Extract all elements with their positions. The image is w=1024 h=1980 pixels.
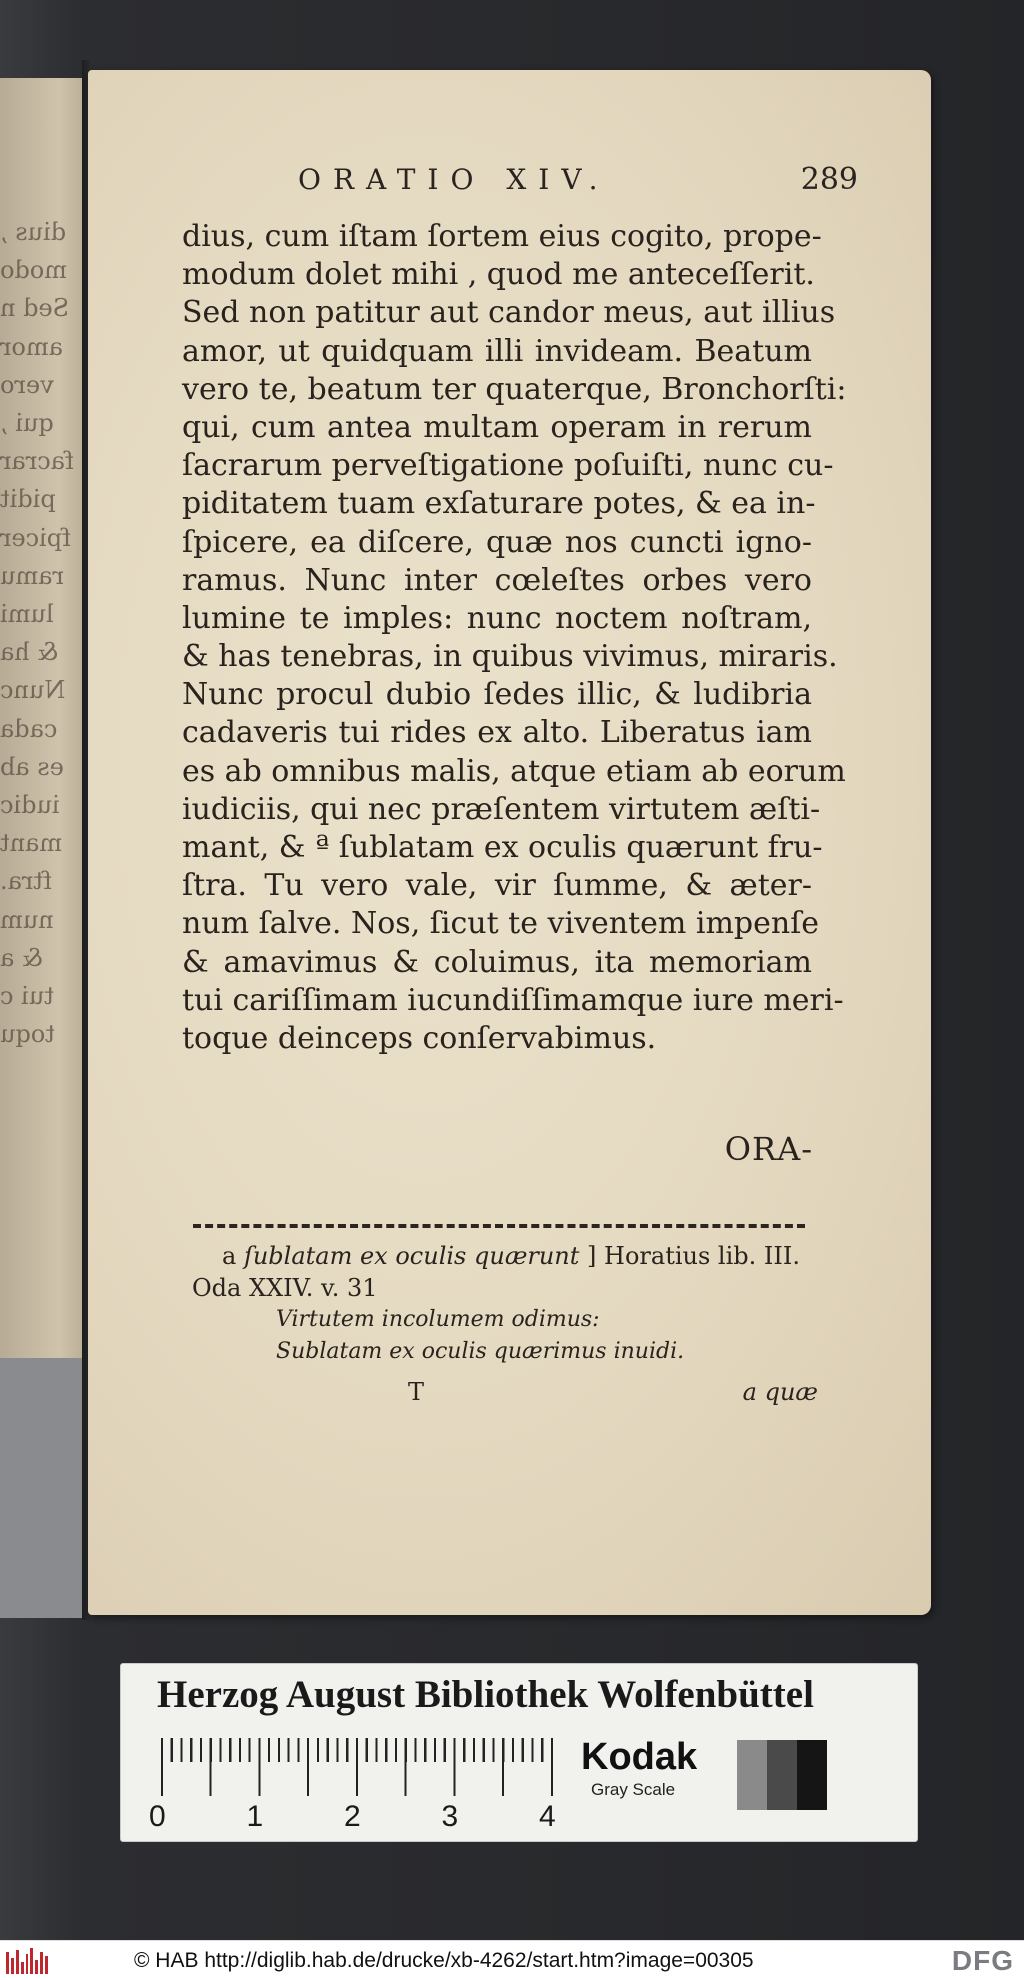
text-line: ſpicere, ea diſcere, quæ nos cuncti igno- (182, 524, 812, 560)
facing-page-line: toqu (0, 1020, 55, 1049)
facing-page-line: num (0, 905, 54, 934)
text-line: Nunc procul dubio ſedes illic, & ludibria (182, 677, 812, 713)
text-line: Sed non patitur aut candor meus, aut illius (182, 295, 836, 331)
catchword: ORA- (724, 1130, 813, 1168)
ruler-numbers (149, 1800, 569, 1834)
running-head (298, 162, 858, 208)
facing-page-line: & a (0, 943, 44, 972)
text-line: dius, cum iſtam ſortem eius cogito, prope- (182, 219, 822, 254)
running-head-title: ORATIO XIV. (298, 163, 610, 196)
facing-page-line: qui , (0, 409, 54, 437)
footnote-line: Oda XXIV. v. 31 (192, 1274, 378, 1302)
gray-swatch (737, 1740, 767, 1810)
facing-page-line: ftra. (0, 867, 52, 896)
signature-line (408, 1378, 818, 1412)
facing-page-line: iudic (0, 791, 60, 819)
text-line: qui, cum antea multam operam in rerum (182, 409, 812, 445)
facing-page-line: Sed n (0, 294, 70, 323)
text-line: ſacrarum perveſtigatione poſuiſti, nunc cu- (182, 448, 834, 484)
gray-swatch (767, 1740, 797, 1810)
gray-scale-card (120, 1663, 918, 1842)
footer-bar (0, 1940, 1024, 1980)
facing-card-edge (0, 1358, 84, 1618)
facing-page-line: es ab (0, 752, 64, 781)
facing-page-line: pidit (0, 485, 56, 514)
text-line: & amavimus & coluimus, ita memoriam (182, 944, 812, 980)
facing-page-line: ramu (0, 561, 64, 590)
text-line: ramus. Nunc inter cœleſtes orbes vero (182, 562, 812, 598)
text-line: toque deinceps conſervabimus. (182, 1020, 657, 1056)
text-line: ſtra. Tu vero vale, vir ſumme, & æter- (182, 868, 812, 904)
ruler-number: 1 (246, 1800, 264, 1833)
text-line: modum dolet mihi , quod me anteceſſerit. (182, 257, 815, 293)
facing-page-line: lumi (0, 600, 54, 628)
footnote-quote-line: Virtutem incolumem odimus: (276, 1307, 600, 1332)
facing-page-line: tui c (0, 982, 54, 1010)
footer-copyright-link[interactable]: © HAB http://diglib.hab.de/drucke/xb-4262/start.htm?image=00305 (134, 1949, 754, 1972)
hab-barcode-icon (6, 1948, 48, 1974)
gray-swatches (737, 1740, 827, 1810)
text-line: amor, ut quidquam illi invideam. Beatum (182, 333, 812, 369)
ruler-number: 4 (539, 1800, 556, 1833)
facing-page-line: amor (0, 332, 63, 361)
ruler-ticks (161, 1738, 553, 1796)
footnote-rule (193, 1224, 805, 1228)
text-line: piditatem tuam exſaturare potes, & ea in- (182, 486, 816, 522)
card-title: Herzog August Bibliothek Wolfenbüttel (157, 1673, 814, 1716)
gray-scale-label: Gray Scale (591, 1780, 676, 1799)
text-line: & has tenebras, in quibus vivimus, miraris. (182, 639, 838, 675)
text-line: cadaveris tui rides ex alto. Liberatus iam (182, 715, 812, 751)
text-line: num ſalve. Nos, ſicut te viventem impenſe (182, 906, 820, 942)
text-line: lumine te imples: nunc noctem noſtram, (182, 600, 812, 636)
dfg-logo: DFG (951, 1945, 1014, 1976)
kodak-logo: Kodak (581, 1736, 698, 1778)
footnote-reference: ] Horatius lib. III. (587, 1242, 800, 1270)
ruler-number: 0 (149, 1800, 166, 1833)
footnote-marker: a (222, 1242, 237, 1270)
facing-page-line: modo (0, 256, 68, 285)
facing-page-line: fpicer (0, 523, 72, 552)
text-line: mant, & ª ſublatam ex oculis quærunt fru- (182, 830, 823, 865)
facing-page-line: & ha (0, 638, 59, 667)
footnote-line (192, 1240, 812, 1272)
book-page (88, 70, 931, 1615)
signature-mark: T (408, 1378, 425, 1406)
text-line: tui cariſſimam iucundiſſimamque iure meri- (182, 982, 844, 1018)
footnote-lemma: ſublatam ex oculis quærunt (243, 1242, 580, 1270)
footnote-quote-line: Sublatam ex oculis quærimus inuidi. (276, 1339, 685, 1364)
ruler-number: 2 (344, 1800, 361, 1833)
ruler-number: 3 (441, 1800, 459, 1833)
facing-page-line: cada (0, 714, 58, 743)
facing-page-line: Nunc (0, 676, 66, 705)
text-line: vero te, beatum ter quaterque, Bronchorſti: (182, 371, 847, 407)
footnote (192, 1240, 812, 1368)
body-text (182, 218, 847, 1058)
gray-swatch (797, 1740, 827, 1810)
facing-page-line: mant (0, 829, 63, 858)
facing-page-line: facrar (0, 447, 74, 476)
page-number: 289 (800, 162, 858, 197)
next-page-catchword: a quæ (742, 1378, 818, 1406)
facing-page-edge (0, 78, 84, 1618)
facing-page-line: vero (0, 370, 54, 399)
facing-page-line: dius , (0, 218, 67, 246)
text-line: iudiciis, qui nec præſentem virtutem æſti- (182, 791, 821, 827)
text-line: es ab omnibus malis, atque etiam ab eorum (182, 753, 846, 789)
